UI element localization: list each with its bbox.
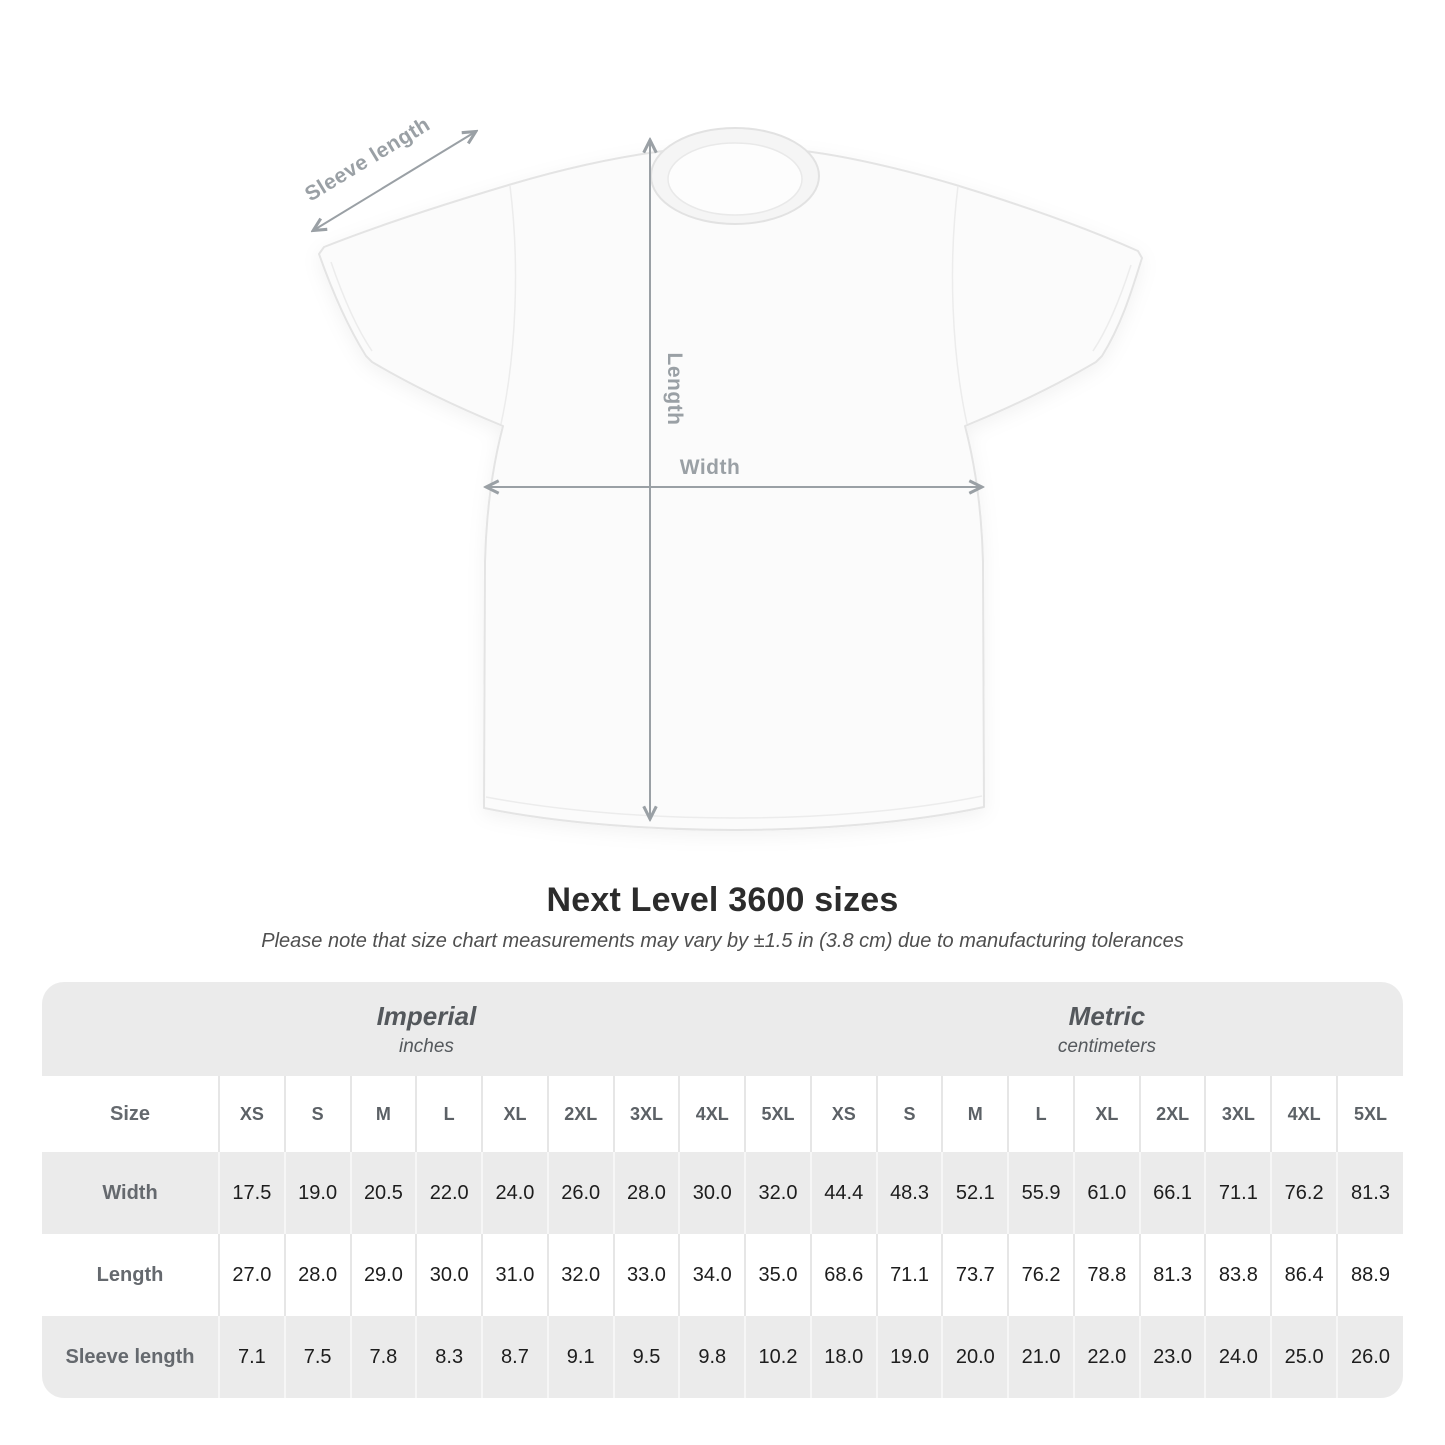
measurement-row [42, 1152, 1403, 1234]
measurement-value: 76.2 [1271, 1152, 1337, 1234]
page-title: Next Level 3600 sizes [546, 881, 899, 919]
size-header-row [42, 1076, 1403, 1152]
size-column-header: S [877, 1076, 943, 1152]
measurement-value: 25.0 [1271, 1316, 1337, 1398]
measurement-value: 29.0 [351, 1234, 417, 1316]
measurement-value: 83.8 [1205, 1234, 1271, 1316]
measurement-value: 7.5 [285, 1316, 351, 1398]
measurement-value: 86.4 [1271, 1234, 1337, 1316]
measurement-value: 23.0 [1140, 1316, 1206, 1398]
measurement-value: 81.3 [1140, 1234, 1206, 1316]
measurement-value: 9.8 [679, 1316, 745, 1398]
measurement-value: 26.0 [548, 1152, 614, 1234]
metric-group-header [811, 982, 1403, 1076]
size-column-header: L [1008, 1076, 1074, 1152]
measurement-value: 9.1 [548, 1316, 614, 1398]
measurement-value: 73.7 [942, 1234, 1008, 1316]
measurement-value: 35.0 [745, 1234, 811, 1316]
length-label: Length [663, 352, 686, 426]
sleeve-length-label: Sleeve length [301, 112, 435, 207]
measurement-value: 7.1 [219, 1316, 285, 1398]
size-column-header: S [285, 1076, 351, 1152]
measurement-value: 32.0 [745, 1152, 811, 1234]
row-label: Sleeve length [65, 1345, 195, 1368]
measurement-value: 55.9 [1008, 1152, 1074, 1234]
measurement-value: 27.0 [219, 1234, 285, 1316]
measurement-value: 71.1 [877, 1234, 943, 1316]
size-column-header: 5XL [1337, 1076, 1403, 1152]
measurement-value: 30.0 [416, 1234, 482, 1316]
measurement-value: 20.0 [942, 1316, 1008, 1398]
size-column-header: XL [1074, 1076, 1140, 1152]
measurement-value: 21.0 [1008, 1316, 1074, 1398]
measurement-row [42, 1316, 1403, 1398]
measurement-value: 20.5 [351, 1152, 417, 1234]
measurement-value: 66.1 [1140, 1152, 1206, 1234]
measurement-value: 26.0 [1337, 1316, 1403, 1398]
measurement-value: 30.0 [679, 1152, 745, 1234]
measurement-value: 81.3 [1337, 1152, 1403, 1234]
measurement-value: 71.1 [1205, 1152, 1271, 1234]
measurement-value: 8.3 [416, 1316, 482, 1398]
imperial-group-title: Imperial [376, 1000, 477, 1031]
measurement-value: 8.7 [482, 1316, 548, 1398]
metric-group-title: Metric [1068, 1000, 1146, 1031]
size-column-header: 4XL [679, 1076, 745, 1152]
measurement-row [42, 1234, 1403, 1316]
collar-inner [668, 143, 802, 215]
measurement-value: 33.0 [614, 1234, 680, 1316]
measurement-value: 44.4 [811, 1152, 877, 1234]
measurement-value: 19.0 [877, 1316, 943, 1398]
row-label: Length [96, 1263, 164, 1286]
measurement-value: 61.0 [1074, 1152, 1140, 1234]
measurement-value: 18.0 [811, 1316, 877, 1398]
size-column-header: XL [482, 1076, 548, 1152]
measurement-value: 28.0 [285, 1234, 351, 1316]
imperial-group-unit: inches [398, 1035, 454, 1057]
measurement-value: 17.5 [219, 1152, 285, 1234]
size-column-header: 5XL [745, 1076, 811, 1152]
size-column-header: XS [219, 1076, 285, 1152]
measurement-value: 76.2 [1008, 1234, 1074, 1316]
size-column-header: 2XL [1140, 1076, 1206, 1152]
size-column-header: XS [811, 1076, 877, 1152]
measurement-value: 19.0 [285, 1152, 351, 1234]
metric-group-unit: centimeters [1057, 1035, 1157, 1057]
measurement-value: 32.0 [548, 1234, 614, 1316]
row-label: Width [102, 1181, 158, 1204]
measurement-value: 22.0 [416, 1152, 482, 1234]
measurement-value: 28.0 [614, 1152, 680, 1234]
size-table [42, 982, 1403, 1398]
measurement-value: 10.2 [745, 1316, 811, 1398]
tshirt-illustration [319, 128, 1142, 830]
measurement-value: 88.9 [1337, 1234, 1403, 1316]
measurement-value: 7.8 [351, 1316, 417, 1398]
tolerance-note: Please note that size chart measurements may vary by ±1.5 in (3.8 cm) due to manufacturing tolerances [261, 930, 1184, 952]
size-table-wrapper [42, 982, 1403, 1398]
measurement-value: 68.6 [811, 1234, 877, 1316]
measurement-value: 34.0 [679, 1234, 745, 1316]
size-header-label: Size [109, 1102, 151, 1125]
measurement-value: 78.8 [1074, 1234, 1140, 1316]
size-column-header: 3XL [614, 1076, 680, 1152]
measurement-value: 24.0 [1205, 1316, 1271, 1398]
size-column-header: M [942, 1076, 1008, 1152]
measurement-value: 24.0 [482, 1152, 548, 1234]
size-column-header: 3XL [1205, 1076, 1271, 1152]
size-column-header: M [351, 1076, 417, 1152]
size-column-header: 4XL [1271, 1076, 1337, 1152]
size-column-header: 2XL [548, 1076, 614, 1152]
unit-header-row [42, 982, 1403, 1076]
measurement-value: 48.3 [877, 1152, 943, 1234]
measurement-value: 22.0 [1074, 1316, 1140, 1398]
measurement-value: 52.1 [942, 1152, 1008, 1234]
imperial-group-header [42, 982, 811, 1076]
measurement-value: 9.5 [614, 1316, 680, 1398]
measurement-value: 31.0 [482, 1234, 548, 1316]
size-column-header: L [416, 1076, 482, 1152]
width-label: Width [679, 456, 741, 479]
